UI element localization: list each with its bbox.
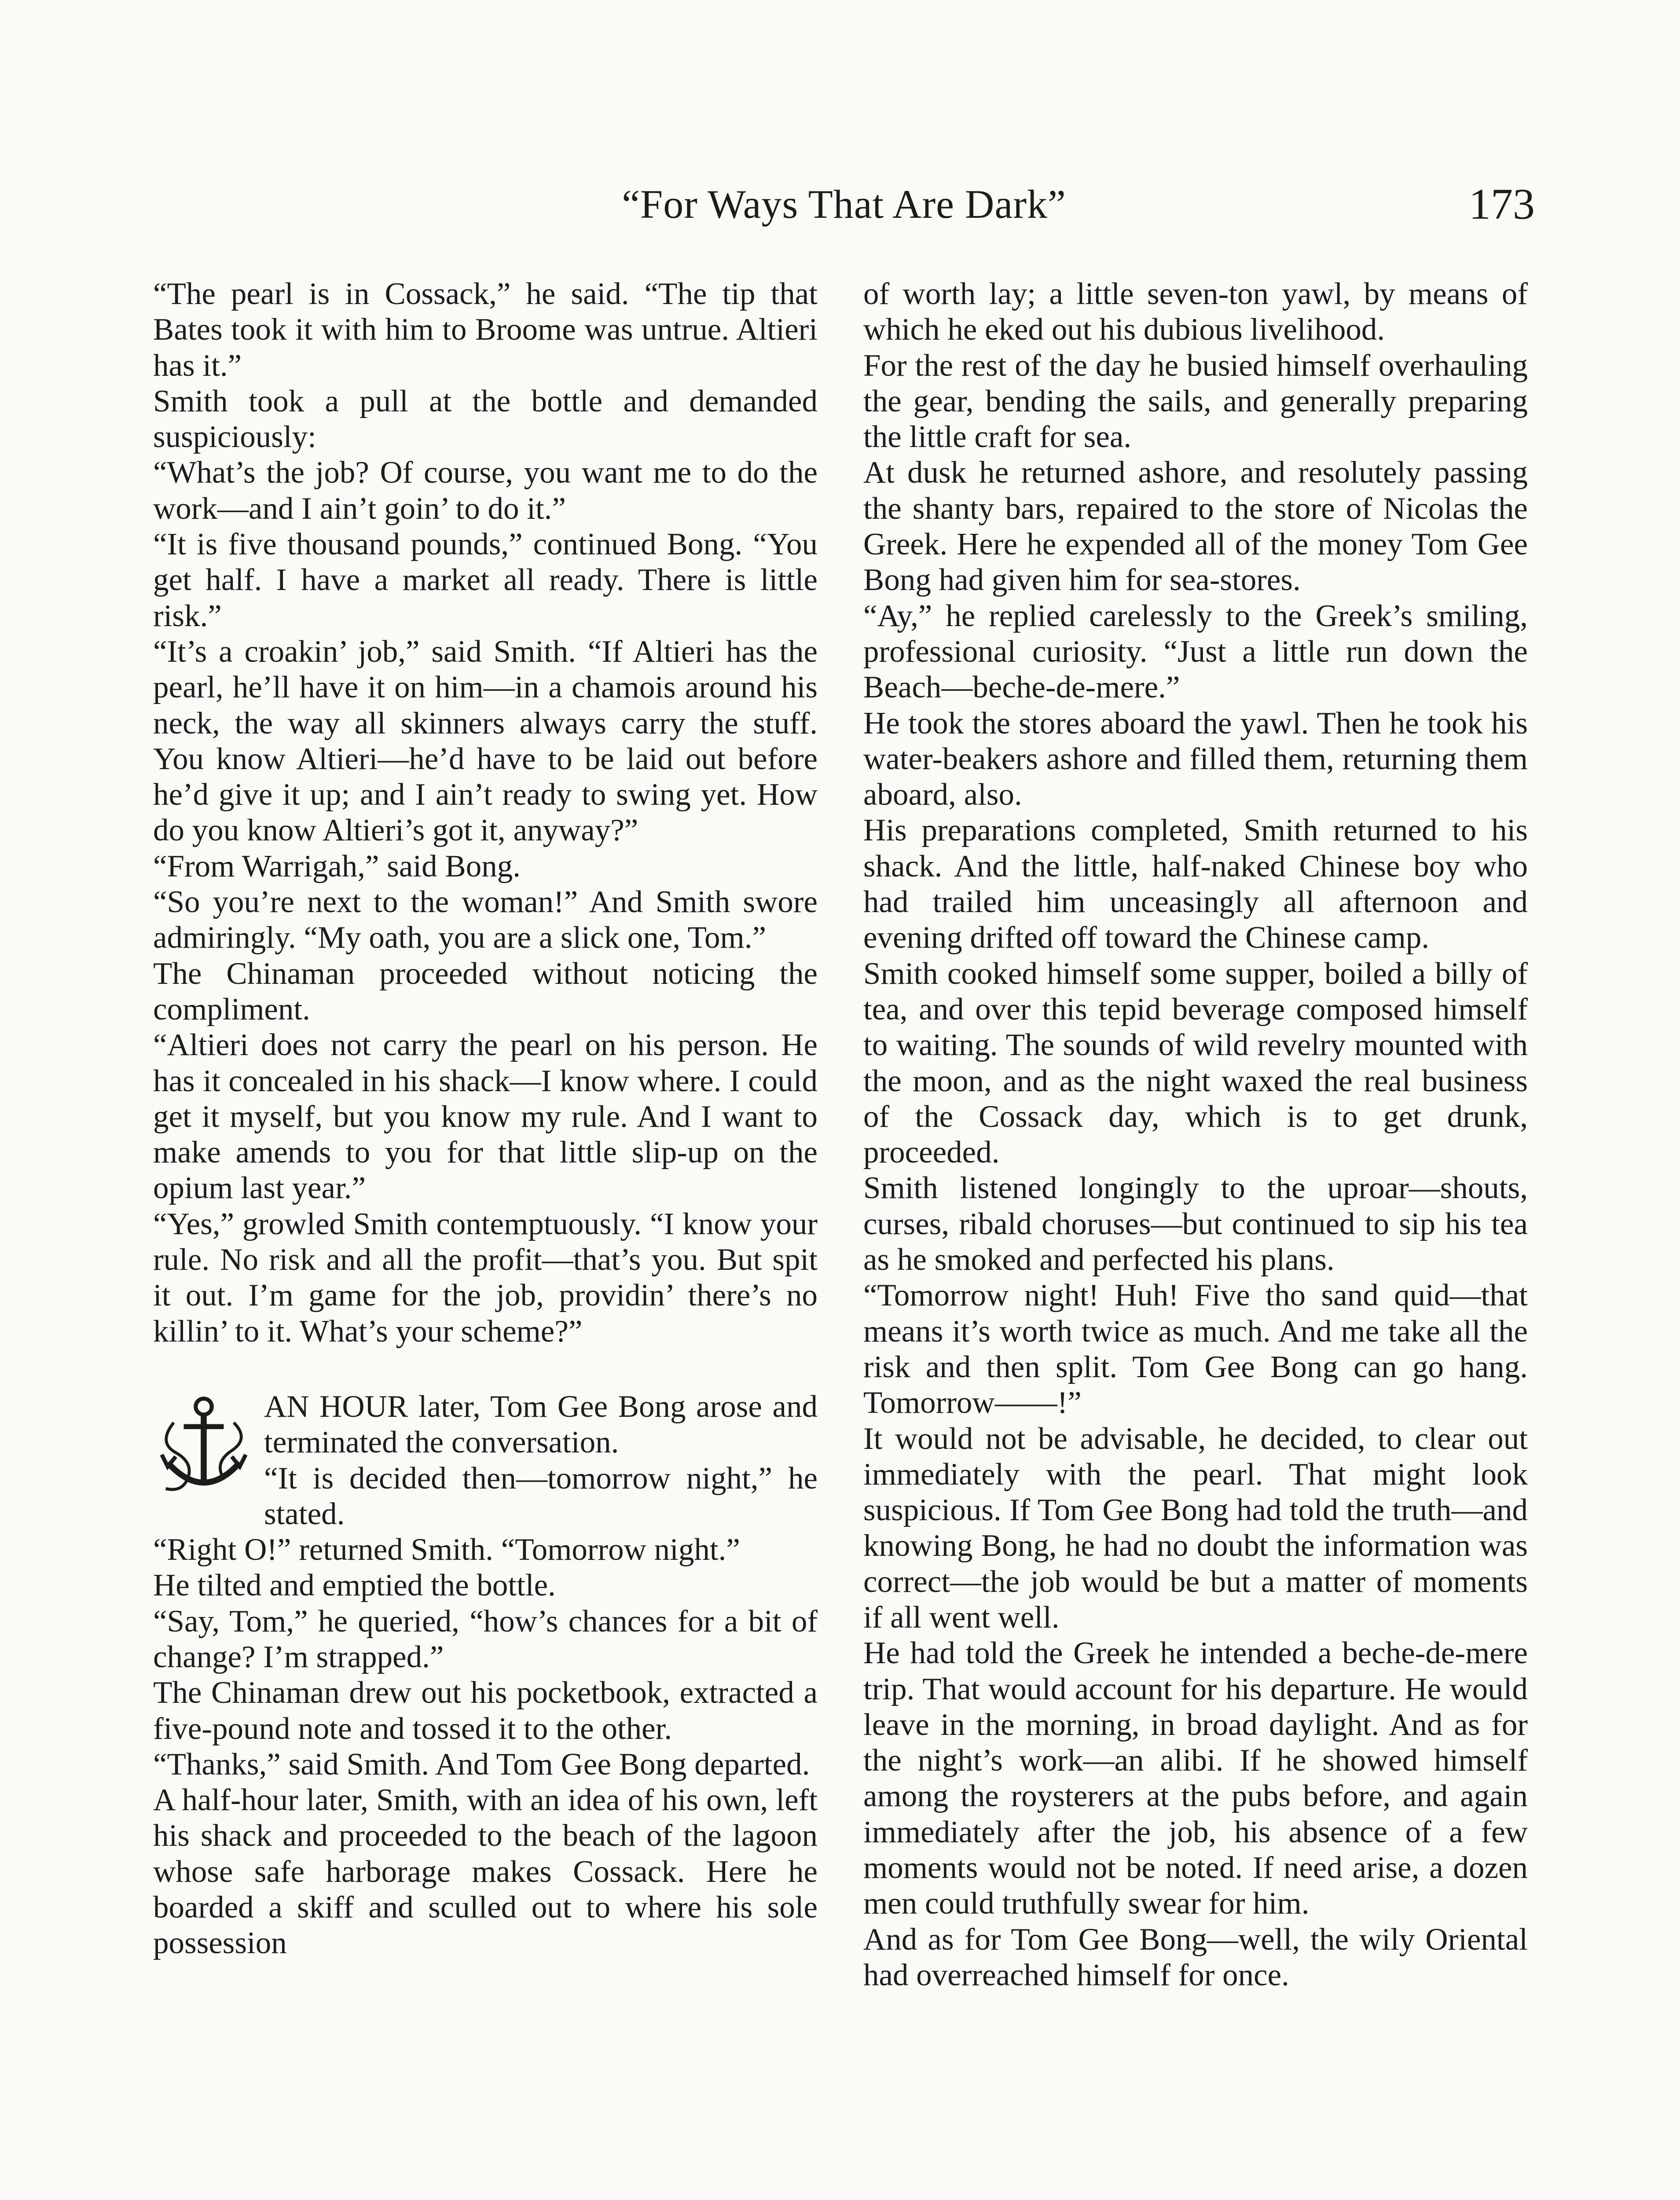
page-number: 173 [1469, 180, 1535, 228]
paragraph: “Yes,” growled Smith contemptuously. “I know your rule. No risk and all the profit—that’s you. But spit it out. I’m game for the job, providin’ there’s no killin’ to it. What’s your scheme?” [153, 1206, 818, 1349]
page-header [153, 178, 1535, 248]
paragraph: He took the stores aboard the yawl. Then he took his water-beakers ashore and filled them, returning them aboard, also. [863, 706, 1528, 812]
paragraph: “From Warrigah,” said Bong. [153, 849, 521, 884]
paragraph: “What’s the job? Of course, you want me to do the work—and I ain’t goin’ to do it.” [153, 455, 818, 526]
paragraph: A half-hour later, Smith, with an idea of his own, left his shack and proceeded to the beach of the lagoon whose safe harborage makes Cossack. Here he boarded a skiff and sculled out to where his sole possession [153, 1783, 818, 1961]
anchor-icon [153, 1393, 254, 1503]
paragraph: It would not be advisable, he decided, to clear out immediately with the pearl. That might look suspicious. If Tom Gee Bong had told the truth—and knowing Bong, he had no doubt the information was correct—the job would be but a matter of moments if all went well. [863, 1421, 1528, 1635]
paragraph: He had told the Greek he intended a beche-de-mere trip. That would account for his departure. He would leave in the morning, in broad daylight. And as for the night’s work—an alibi. If he showed himself among the roysterers at the pubs before, and again immediately after the job, his absence of a few moments would not be noted. If need arise, a dozen men could truthfully swear for him. [863, 1636, 1528, 1921]
paragraph: At dusk he returned ashore, and resolutely passing the shanty bars, repaired to the store of Nicolas the Greek. Here he expended all of the money Tom Gee Bong had given him for sea-stores. [863, 455, 1528, 598]
paragraph: of worth lay; a little seven-ton yawl, by means of which he eked out his dubious livelihood. [863, 277, 1528, 347]
paragraph: His preparations completed, Smith returned to his shack. And the little, half-naked Chinese boy who had trailed him unceasingly all afternoon and evening drifted off toward the Chinese camp. [863, 813, 1528, 955]
running-title: “For Ways That Are Dark” [622, 182, 1066, 227]
section-break [153, 1389, 818, 1461]
paragraph: The Chinaman proceeded without noticing the compliment. [153, 956, 818, 1027]
paragraph: He tilted and emptied the bottle. [153, 1568, 556, 1603]
paragraph: Smith took a pull at the bottle and demanded suspiciously: [153, 384, 818, 455]
right-column [863, 276, 1528, 1993]
paragraph: “Ay,” he replied carelessly to the Greek’s smiling, professional curiosity. “Just a little run down the Beach—beche-de-mere.” [863, 598, 1528, 705]
paragraph: “It is decided then—tomorrow night,” he stated. [264, 1461, 818, 1531]
paragraph: “Tomorrow night! Huh! Five tho sand quid—that means it’s worth twice as much. And me take all the risk and then split. Tom Gee Bong can go hang. Tomorrow——!” [863, 1278, 1528, 1420]
paragraph: For the rest of the day he busied himself overhauling the gear, bending the sails, and generally preparing the little craft for sea. [863, 348, 1528, 455]
paragraph: Smith listened longingly to the uproar—shouts, curses, ribald choruses—but continued to sip his tea as he smoked and perfected his plans. [863, 1171, 1528, 1277]
paragraph: Smith cooked himself some supper, boiled a billy of tea, and over this tepid beverage composed himself to waiting. The sounds of wild revelry mounted with the moon, and as the night waxed the real business of the Cossack day, which is to get drunk, proceeded. [863, 956, 1528, 1170]
paragraph: “So you’re next to the woman!” And Smith swore admiringly. “My oath, you are a slick one, Tom.” [153, 885, 818, 955]
paragraph: “Right O!” returned Smith. “Tomorrow night.” [153, 1533, 740, 1567]
left-column [153, 276, 818, 1962]
paragraph: “Say, Tom,” he queried, “how’s chances for a bit of change? I’m strapped.” [153, 1604, 818, 1674]
paragraph: “The pearl is in Cossack,” he said. “The tip that Bates took it with him to Broome was untrue. Altieri has it.” [153, 277, 818, 383]
paragraph: “Thanks,” said Smith. And Tom Gee Bong departed. [153, 1747, 810, 1782]
paragraph: And as for Tom Gee Bong—well, the wily Oriental had overreached himself for once. [863, 1922, 1528, 1992]
paragraph: The Chinaman drew out his pocketbook, extracted a five-pound note and tossed it to the other. [153, 1676, 818, 1746]
paragraph: “It is five thousand pounds,” continued Bong. “You get half. I have a market all ready. There is little risk.” [153, 527, 818, 633]
paragraph: “It’s a croakin’ job,” said Smith. “If Altieri has the pearl, he’ll have it on him—in a chamois around his neck, the way all skinners always carry the stuff. You know Altieri—he’d have to be laid out before he’d give it up; and I ain’t ready to swing yet. How do you know Altieri’s got it, anyway?” [153, 634, 818, 848]
section-opening: AN HOUR later, Tom Gee Bong arose and terminated the conversation. [264, 1389, 818, 1460]
paragraph: “Altieri does not carry the pearl on his person. He has it concealed in his shack—I know where. I could get it myself, but you know my rule. And I want to make amends to you for that little slip-up on the opium last year.” [153, 1028, 818, 1206]
